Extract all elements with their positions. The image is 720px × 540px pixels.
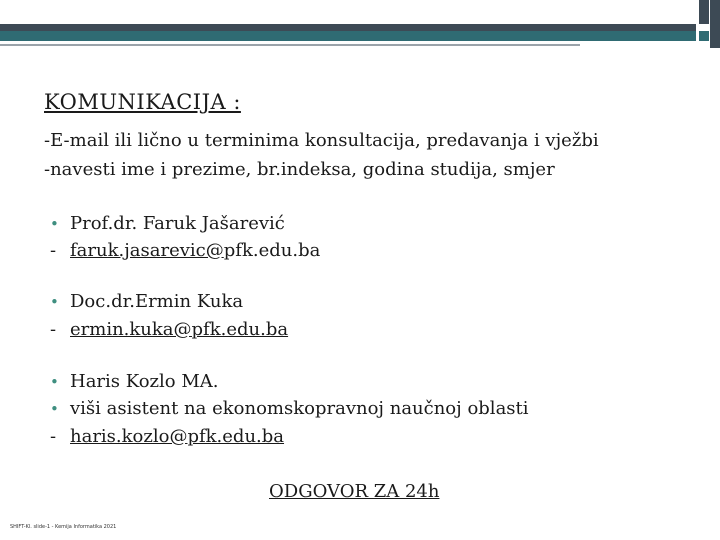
contact-3-email-link[interactable]: haris.kozlo@pfk.edu.ba <box>70 426 285 447</box>
intro-text <box>44 126 599 184</box>
contact-1-name: Prof.dr. Faruk Jašarević <box>70 213 285 234</box>
header-teal-band <box>0 31 696 41</box>
contact-1-name-row <box>50 213 285 234</box>
intro-line-2: -navesti ime i prezime, br.indeksa, godina studija, smjer <box>44 159 555 180</box>
header-blank <box>0 0 696 24</box>
contact-3-name-row <box>50 371 219 392</box>
dash-marker: - <box>50 240 57 261</box>
slide-title: KOMUNIKACIJA : <box>44 90 241 114</box>
corner-block-1 <box>699 0 709 24</box>
contact-3-name: Haris Kozlo MA. <box>70 371 219 392</box>
contact-3-email-row <box>50 426 284 447</box>
contact-2-name: Doc.dr.Ermin Kuka <box>70 291 244 312</box>
bullet-icon: • <box>50 373 59 391</box>
contact-3-role-row <box>50 398 529 419</box>
bullet-icon: • <box>50 215 59 233</box>
dash-marker: - <box>50 426 57 447</box>
contact-1-email-domain: pfk.edu.ba <box>223 240 321 261</box>
reply-time-note: ODGOVOR ZA 24h <box>269 481 440 502</box>
dash-marker: - <box>50 319 57 340</box>
contact-1-email-link[interactable]: faruk.jasarevic@ <box>70 240 224 261</box>
bullet-icon: • <box>50 400 59 418</box>
intro-line-1: -E-mail ili lično u terminima konsultacija, predavanja i vježbi <box>44 130 599 151</box>
bullet-icon: • <box>50 293 59 311</box>
contact-2-email-row <box>50 319 288 340</box>
contact-3-role: viši asistent na ekonomskopravnoj naučnoj oblasti <box>70 398 529 419</box>
contact-2-email-link[interactable]: ermin.kuka@pfk.edu.ba <box>70 319 289 340</box>
header-thin-rule <box>0 44 580 46</box>
contact-1-email-row <box>50 240 320 261</box>
corner-block-3 <box>699 31 709 41</box>
slide-footer: SHIFT-Kl. slide-1 - Kemija Informatika 2021 <box>10 524 117 530</box>
contact-2-name-row <box>50 291 243 312</box>
header-dark-band <box>0 24 696 31</box>
corner-block-2 <box>710 0 720 48</box>
